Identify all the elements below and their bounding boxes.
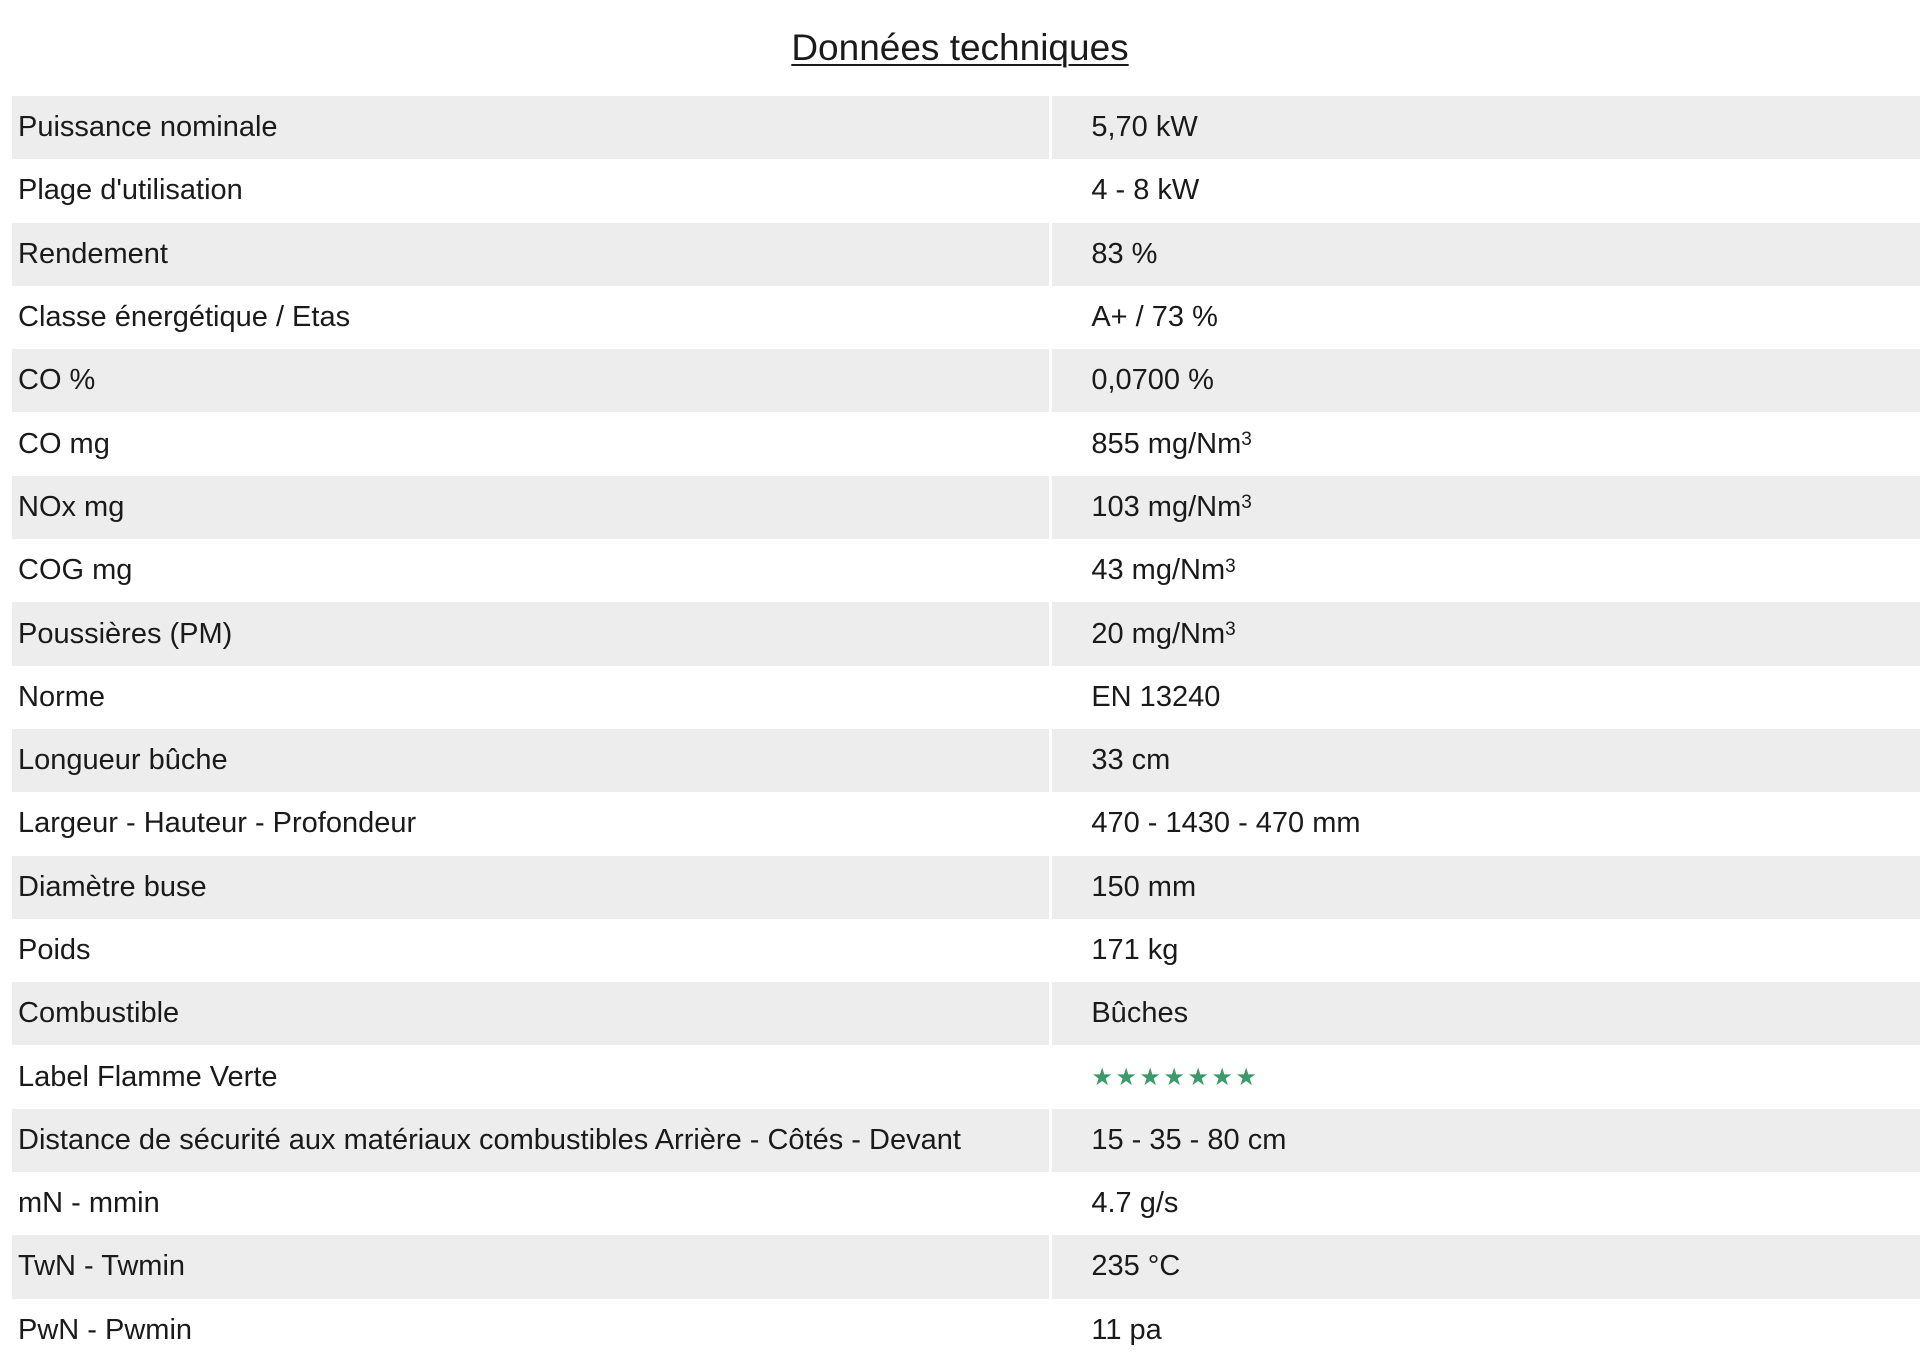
row-value <box>1052 1045 1920 1108</box>
flamme-verte-rating <box>1091 1063 1257 1091</box>
table-row <box>12 919 1920 982</box>
row-value: 4.7 g/s <box>1091 1187 1179 1220</box>
table-row <box>12 1109 1920 1172</box>
row-label: COG mg <box>18 554 133 587</box>
table-row <box>12 223 1920 286</box>
row-label: NOx mg <box>12 476 1049 539</box>
page-header <box>0 0 1920 96</box>
table-row <box>12 476 1920 539</box>
table-row <box>12 729 1920 792</box>
table-row <box>12 96 1920 159</box>
row-value: 33 cm <box>1052 729 1920 792</box>
row-label: PwN - Pwmin <box>18 1313 193 1346</box>
value-text: 103 mg/Nm <box>1091 490 1242 523</box>
star-icon: ★ <box>1235 1063 1257 1091</box>
row-label: Plage d'utilisation <box>18 174 243 207</box>
table-row <box>12 1235 1920 1298</box>
row-label: CO % <box>12 349 1049 412</box>
table-row <box>12 1299 1920 1362</box>
row-label: mN - mmin <box>18 1187 160 1220</box>
table-row <box>12 792 1920 855</box>
row-value: 0,0700 % <box>1052 349 1920 412</box>
row-label: Combustible <box>12 982 1049 1045</box>
row-value: 83 % <box>1052 223 1920 286</box>
row-label: CO mg <box>18 427 110 460</box>
row-label: Rendement <box>12 223 1049 286</box>
spec-table <box>12 96 1920 1362</box>
row-value: 855 mg/Nm $^3$ <box>1091 427 1252 460</box>
row-value: 20 mg/Nm $^3$ <box>1052 602 1920 665</box>
row-value: 171 kg <box>1091 934 1179 966</box>
star-icon: ★ <box>1139 1063 1161 1091</box>
row-value: 470 - 1430 - 470 mm <box>1091 807 1361 840</box>
row-value: 4 - 8 kW <box>1091 174 1200 207</box>
star-icon: ★ <box>1115 1063 1137 1091</box>
value-text: 43 mg/Nm <box>1091 554 1226 587</box>
row-label: Distance de sécurité aux matériaux combustibles Arrière - Côtés - Devant <box>12 1109 1049 1172</box>
row-value: 15 - 35 - 80 cm <box>1052 1109 1920 1172</box>
row-value: 43 mg/Nm $^3$ <box>1091 554 1236 587</box>
row-label: Longueur bûche <box>12 729 1049 792</box>
table-row <box>12 412 1920 475</box>
row-label: Classe énergétique / Etas <box>18 301 351 334</box>
table-row <box>12 602 1920 665</box>
row-label: TwN - Twmin <box>12 1235 1049 1298</box>
table-row <box>12 982 1920 1045</box>
star-icon: ★ <box>1091 1063 1113 1091</box>
table-row <box>12 159 1920 222</box>
value-text: 855 mg/Nm <box>1091 427 1242 460</box>
value-text: 20 mg/Nm <box>1091 617 1226 650</box>
row-label: Poussières (PM) <box>12 602 1049 665</box>
page-title: Données techniques <box>791 27 1129 68</box>
row-label: Label Flamme Verte <box>18 1060 278 1093</box>
row-value: A+ / 73 % <box>1091 301 1218 334</box>
row-label: Norme <box>18 680 106 713</box>
row-value: 150 mm <box>1052 856 1920 919</box>
table-row <box>12 349 1920 412</box>
star-icon: ★ <box>1163 1063 1185 1091</box>
row-label: Poids <box>18 934 91 966</box>
row-value: EN 13240 <box>1091 680 1221 713</box>
table-row <box>12 286 1920 349</box>
star-icon: ★ <box>1211 1063 1233 1091</box>
row-value: 103 mg/Nm $^3$ <box>1052 476 1920 539</box>
row-label: Largeur - Hauteur - Profondeur <box>18 807 417 840</box>
row-value: 11 pa <box>1091 1313 1162 1346</box>
table-row <box>12 1045 1920 1108</box>
table-row <box>12 666 1920 729</box>
table-row <box>12 1172 1920 1235</box>
row-value: 235 °C <box>1052 1235 1920 1298</box>
row-label: Puissance nominale <box>12 96 1049 159</box>
table-row <box>12 539 1920 602</box>
table-row <box>12 856 1920 919</box>
star-icon: ★ <box>1187 1063 1209 1091</box>
row-value: 5,70 kW <box>1052 96 1920 159</box>
row-value: Bûches <box>1052 982 1920 1045</box>
row-label: Diamètre buse <box>12 856 1049 919</box>
